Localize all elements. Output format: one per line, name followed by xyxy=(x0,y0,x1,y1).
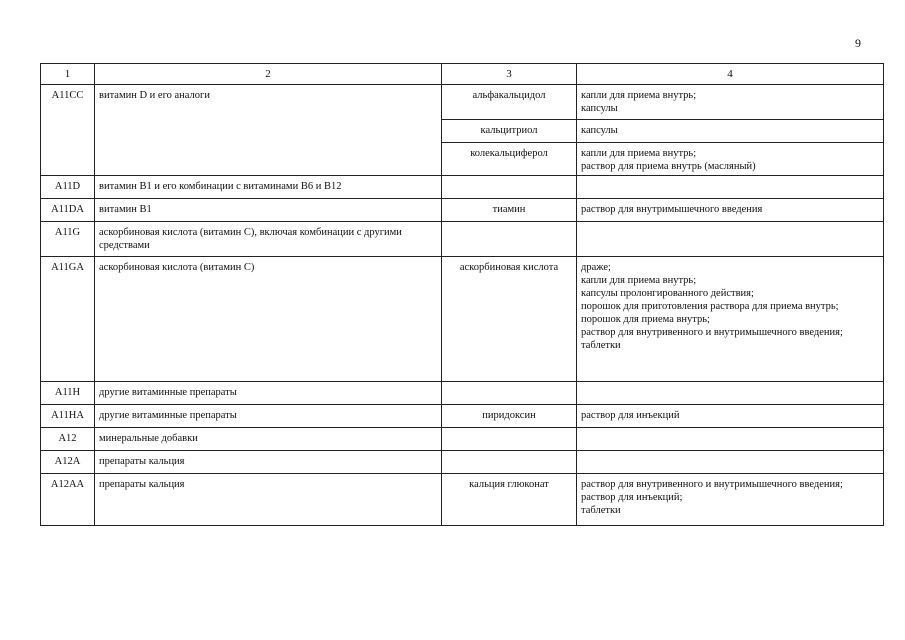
dosage-forms xyxy=(577,199,884,222)
dosage-form: таблетки xyxy=(581,340,621,351)
table-row xyxy=(41,85,884,120)
drug-name xyxy=(442,176,577,199)
dosage-form: раствор для внутривенного и внутримышечного введения; xyxy=(581,479,843,490)
atc-group-name: витамин B1 xyxy=(95,199,442,222)
dosage-form: капли для приема внутрь; xyxy=(581,148,697,159)
atc-group-name: минеральные добавки xyxy=(95,428,442,451)
dosage-forms xyxy=(577,176,884,199)
dosage-form: капсулы xyxy=(581,103,618,114)
drug-name: пиридоксин xyxy=(442,405,577,428)
atc-group-name: аскорбиновая кислота (витамин C), включая комбинации с другими средствами xyxy=(95,222,442,257)
dosage-form: раствор для инъекций xyxy=(581,410,680,421)
atc-group-name: витамин D и его аналоги xyxy=(95,85,442,176)
table-row xyxy=(41,451,884,474)
atc-code: A12A xyxy=(41,451,95,474)
atc-code: A12 xyxy=(41,428,95,451)
page-number: 9 xyxy=(855,36,861,50)
dosage-forms xyxy=(577,474,884,526)
table-row xyxy=(41,428,884,451)
dosage-form: капсулы xyxy=(581,125,618,136)
table-row xyxy=(41,474,884,526)
dosage-form: раствор для приема внутрь (масляный) xyxy=(581,161,756,172)
atc-code: A12AA xyxy=(41,474,95,526)
atc-group-name: препараты кальция xyxy=(95,474,442,526)
atc-code: A11CC xyxy=(41,85,95,176)
atc-code: A11H xyxy=(41,382,95,405)
atc-code: A11DA xyxy=(41,199,95,222)
atc-group-name: препараты кальция xyxy=(95,451,442,474)
table-row xyxy=(41,199,884,222)
drug-name: аскорбиновая кислота xyxy=(442,257,577,382)
header-col-2: 2 xyxy=(95,64,442,85)
header-col-3: 3 xyxy=(442,64,577,85)
dosage-form: раствор для внутримышечного введения xyxy=(581,204,763,215)
dosage-forms xyxy=(577,120,884,143)
table-row xyxy=(41,405,884,428)
dosage-forms xyxy=(577,85,884,120)
drug-name xyxy=(442,382,577,405)
atc-group-name: аскорбиновая кислота (витамин C) xyxy=(95,257,442,382)
dosage-form: капли для приема внутрь; xyxy=(581,275,697,286)
atc-code: A11G xyxy=(41,222,95,257)
drug-name: тиамин xyxy=(442,199,577,222)
dosage-form: таблетки xyxy=(581,505,621,516)
medication-table xyxy=(40,63,884,526)
dosage-form: капсулы пролонгированного действия; xyxy=(581,288,754,299)
drug-name: колекальциферол xyxy=(442,143,577,176)
dosage-forms xyxy=(577,405,884,428)
dosage-form: раствор для внутривенного и внутримышечного введения; xyxy=(581,327,843,338)
atc-code: A11D xyxy=(41,176,95,199)
drug-name xyxy=(442,428,577,451)
dosage-forms xyxy=(577,451,884,474)
table-row xyxy=(41,257,884,382)
table-row xyxy=(41,382,884,405)
dosage-forms xyxy=(577,428,884,451)
atc-group-name: витамин B1 и его комбинации с витаминами B6 и B12 xyxy=(95,176,442,199)
dosage-forms xyxy=(577,382,884,405)
dosage-form: порошок для приема внутрь; xyxy=(581,314,710,325)
dosage-form: порошок для приготовления раствора для приема внутрь; xyxy=(581,301,839,312)
dosage-form: драже; xyxy=(581,262,611,273)
dosage-form: раствор для инъекций; xyxy=(581,492,683,503)
header-col-4: 4 xyxy=(577,64,884,85)
drug-name xyxy=(442,222,577,257)
header-col-1: 1 xyxy=(41,64,95,85)
dosage-form: капли для приема внутрь; xyxy=(581,90,697,101)
atc-code: A11HA xyxy=(41,405,95,428)
drug-name: кальцитриол xyxy=(442,120,577,143)
atc-code: A11GA xyxy=(41,257,95,382)
dosage-forms xyxy=(577,222,884,257)
table-row xyxy=(41,222,884,257)
drug-name: альфакальцидол xyxy=(442,85,577,120)
table-row xyxy=(41,176,884,199)
drug-name: кальция глюконат xyxy=(442,474,577,526)
atc-group-name: другие витаминные препараты xyxy=(95,382,442,405)
dosage-forms xyxy=(577,143,884,176)
drug-name xyxy=(442,451,577,474)
atc-group-name: другие витаминные препараты xyxy=(95,405,442,428)
dosage-forms xyxy=(577,257,884,382)
table-header-row xyxy=(41,64,884,85)
